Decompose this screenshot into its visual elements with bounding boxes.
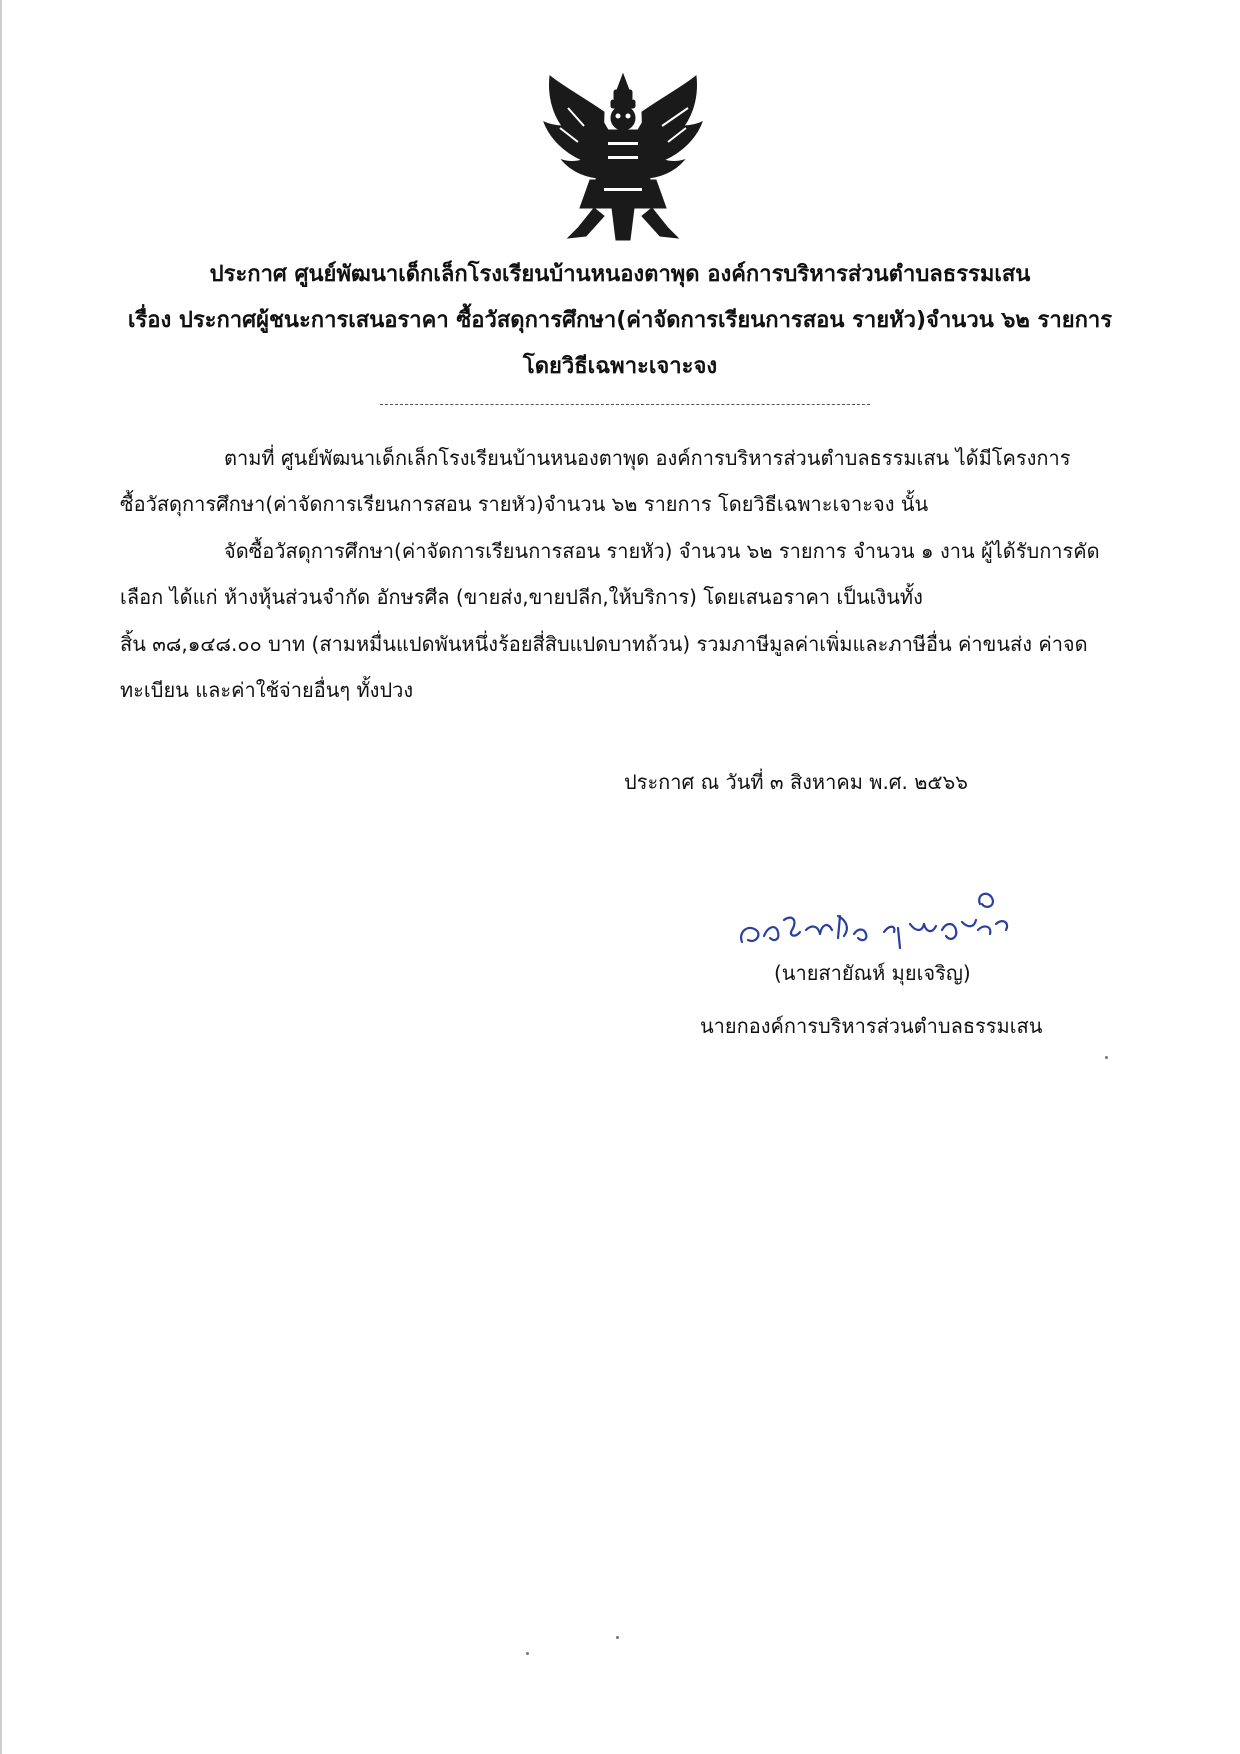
scan-speck: [616, 1636, 619, 1639]
garuda-emblem-icon: [538, 68, 708, 246]
paragraph-1-line-2: ซื้อวัสดุการศึกษา(ค่าจัดการเรียนการสอน รายหัว)จำนวน ๖๒ รายการ โดยวิธีเฉพาะเจาะจง นั้น: [120, 492, 929, 516]
paragraph-2-line-4: ทะเบียน และค่าใช้จ่ายอื่นๆ ทั้งปวง: [120, 678, 414, 702]
announcement-date: ประกาศ ณ วันที่ ๓ สิงหาคม พ.ศ. ๒๕๖๖: [624, 770, 968, 794]
paragraph-2-line-1: จัดซื้อวัสดุการศึกษา(ค่าจัดการเรียนการสอน รายหัว) จำนวน ๖๒ รายการ จำนวน ๑ งาน ผู้ได้รับการคัด: [224, 539, 1100, 563]
scan-speck: [1105, 1056, 1108, 1059]
paragraph-1-line-1: ตามที่ ศูนย์พัฒนาเด็กเล็กโรงเรียนบ้านหนองตาพุด องค์การบริหารส่วนตำบลธรรมเสน ได้มีโครงการ: [224, 446, 1071, 470]
title-divider: [380, 404, 870, 405]
signer-name: (นายสายัณห์ มุยเจริญ): [774, 961, 971, 985]
scan-edge: [0, 0, 2, 1754]
procurement-method: โดยวิธีเฉพาะเจาะจง: [522, 354, 718, 379]
announcement-subject: เรื่อง ประกาศผู้ชนะการเสนอราคา ซื้อวัสดุการศึกษา(ค่าจัดการเรียนการสอน รายหัว)จำนวน ๖๒ รายการ: [127, 308, 1113, 333]
scan-speck: [526, 1652, 529, 1655]
paragraph-2-line-2: เลือก ได้แก่ ห้างหุ้นส่วนจำกัด อักษรศีล (ขายส่ง,ขายปลีก,ให้บริการ) โดยเสนอราคา เป็นเงินทั้ง: [120, 585, 923, 609]
paragraph-2-line-3: สิ้น ๓๘,๑๔๘.๐๐ บาท (สามหมื่นแปดพันหนึ่งร้อยสี่สิบแปดบาทถ้วน) รวมภาษีมูลค่าเพิ่มและภาษีอื่น ค่าขนส่ง ค่าจด: [120, 632, 1088, 656]
announcement-title: ประกาศ ศูนย์พัฒนาเด็กเล็กโรงเรียนบ้านหนองตาพุด องค์การบริหารส่วนตำบลธรรมเสน: [209, 262, 1031, 287]
signer-position: นายกองค์การบริหารส่วนตำบลธรรมเสน: [700, 1014, 1043, 1038]
handwritten-signature: [734, 884, 1024, 954]
